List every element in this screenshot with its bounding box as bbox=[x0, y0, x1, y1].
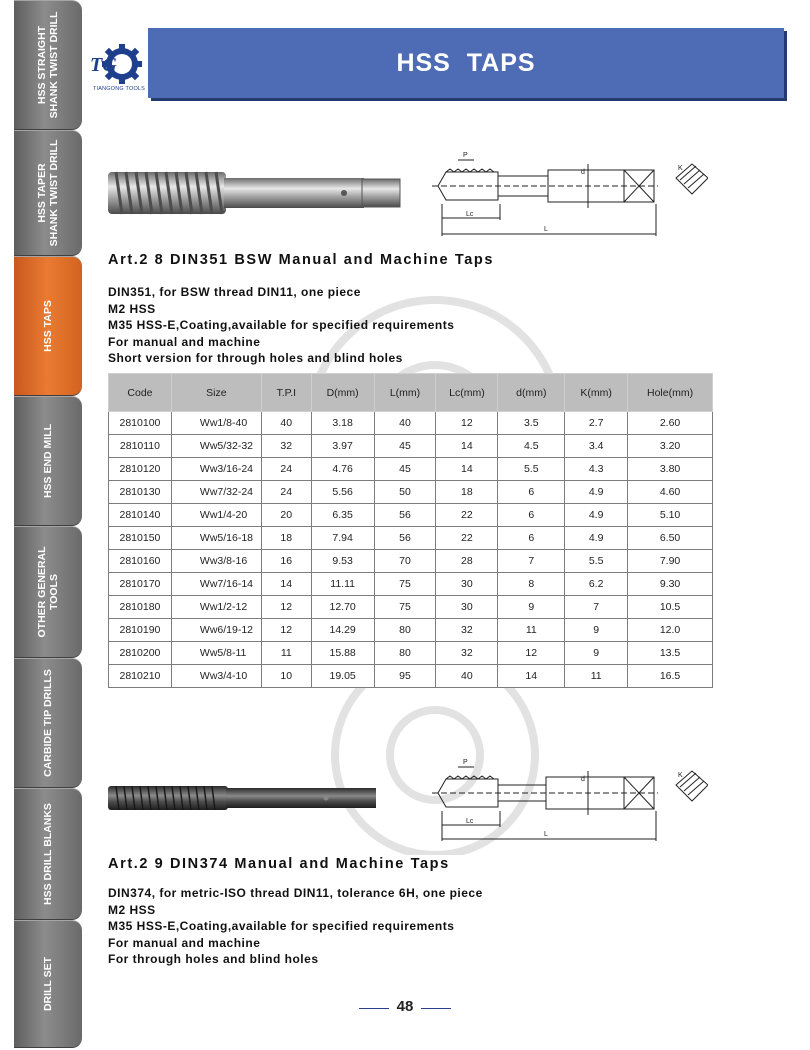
table-cell: 8 bbox=[498, 573, 565, 596]
table-cell: 3.5 bbox=[498, 412, 565, 435]
table-cell: 32 bbox=[436, 642, 498, 665]
tab-hss-straight-shank-twist-drill[interactable]: HSS STRAIGHT SHANK TWIST DRILL bbox=[14, 0, 82, 130]
table-cell: Ww3/4-10 bbox=[171, 665, 261, 688]
table-row bbox=[109, 573, 713, 596]
table-cell: 22 bbox=[436, 527, 498, 550]
table-row bbox=[109, 642, 713, 665]
table-cell: 16.5 bbox=[628, 665, 713, 688]
table-cell: 2810150 bbox=[109, 527, 172, 550]
bsw-tap-image bbox=[106, 166, 402, 220]
table-row bbox=[109, 527, 713, 550]
page-number: 48 bbox=[396, 998, 414, 1015]
table-cell: 2.60 bbox=[628, 412, 713, 435]
table-cell: Ww7/32-24 bbox=[171, 481, 261, 504]
table-cell: 3.97 bbox=[311, 435, 374, 458]
table-cell: 45 bbox=[374, 458, 436, 481]
table-cell: 32 bbox=[436, 619, 498, 642]
column-header-k: K(mm) bbox=[565, 374, 628, 412]
table-header-row bbox=[109, 374, 713, 412]
table-cell: 10.5 bbox=[628, 596, 713, 619]
table-row bbox=[109, 412, 713, 435]
din374-tap-image bbox=[106, 784, 378, 812]
column-header-d-major: D(mm) bbox=[311, 374, 374, 412]
table-cell: 80 bbox=[374, 619, 436, 642]
table-cell: 3.20 bbox=[628, 435, 713, 458]
section-title-art29: Art.2 9 DIN374 Manual and Machine Taps bbox=[108, 856, 450, 872]
table-cell: Ww5/32-32 bbox=[171, 435, 261, 458]
side-navigation bbox=[14, 0, 82, 1050]
drawing-label-k: K bbox=[678, 165, 683, 172]
table-row bbox=[109, 665, 713, 688]
logo-text: TG bbox=[90, 54, 117, 76]
table-cell: 6.35 bbox=[311, 504, 374, 527]
drawing2-label-k: K bbox=[678, 772, 683, 779]
table-cell: 2810140 bbox=[109, 504, 172, 527]
table-cell: 4.9 bbox=[565, 504, 628, 527]
table-cell: 9 bbox=[565, 619, 628, 642]
table-cell: 3.18 bbox=[311, 412, 374, 435]
table-cell: 2810100 bbox=[109, 412, 172, 435]
table-cell: 7 bbox=[565, 596, 628, 619]
table-cell: 11 bbox=[565, 665, 628, 688]
table-cell: 6.50 bbox=[628, 527, 713, 550]
table-cell: 32 bbox=[261, 435, 311, 458]
table-cell: 75 bbox=[374, 596, 436, 619]
table-cell: Ww7/16-14 bbox=[171, 573, 261, 596]
table-cell: 18 bbox=[436, 481, 498, 504]
table-cell: Ww5/8-11 bbox=[171, 642, 261, 665]
table-cell: 5.10 bbox=[628, 504, 713, 527]
title-banner bbox=[148, 28, 784, 98]
table-cell: 6.2 bbox=[565, 573, 628, 596]
table-cell: 11.11 bbox=[311, 573, 374, 596]
table-cell: 30 bbox=[436, 596, 498, 619]
table-cell: 2810160 bbox=[109, 550, 172, 573]
table-cell: 9 bbox=[498, 596, 565, 619]
table-cell: 4.9 bbox=[565, 527, 628, 550]
table-cell: 19.05 bbox=[311, 665, 374, 688]
table-cell: 2810120 bbox=[109, 458, 172, 481]
table-cell: 20 bbox=[261, 504, 311, 527]
table-cell: 14 bbox=[436, 435, 498, 458]
table-cell: 16 bbox=[261, 550, 311, 573]
table-cell: 6 bbox=[498, 527, 565, 550]
table-cell: 9 bbox=[565, 642, 628, 665]
table-cell: Ww6/19-12 bbox=[171, 619, 261, 642]
table-cell: Ww3/8-16 bbox=[171, 550, 261, 573]
section1-description: DIN351, for BSW thread DIN11, one piece M2 HSS M35 HSS-E,Coating,available for specified requirements For manual and machine Short version for through holes and blind holes bbox=[108, 285, 455, 365]
table-cell: 5.5 bbox=[498, 458, 565, 481]
drawing-label-lc: Lc bbox=[466, 211, 474, 218]
table-cell: 5.5 bbox=[565, 550, 628, 573]
table-cell: 12.0 bbox=[628, 619, 713, 642]
column-header-hole: Hole(mm) bbox=[628, 374, 713, 412]
column-header-code: Code bbox=[109, 374, 172, 412]
table-cell: 30 bbox=[436, 573, 498, 596]
tab-other-general-tools[interactable]: OTHER GENERAL TOOLS bbox=[14, 526, 82, 658]
table-cell: 2810110 bbox=[109, 435, 172, 458]
table-row bbox=[109, 458, 713, 481]
table-cell: Ww1/8-40 bbox=[171, 412, 261, 435]
column-header-lc: Lc(mm) bbox=[436, 374, 498, 412]
table-cell: 50 bbox=[374, 481, 436, 504]
table-cell: 3.80 bbox=[628, 458, 713, 481]
page-title: HSS TAPS bbox=[396, 48, 536, 77]
table-cell: 70 bbox=[374, 550, 436, 573]
column-header-size: Size bbox=[171, 374, 261, 412]
column-header-tpi: T.P.I bbox=[261, 374, 311, 412]
drawing2-label-lc: Lc bbox=[466, 818, 474, 825]
table-cell: Ww3/16-24 bbox=[171, 458, 261, 481]
drawing2-label-p: P bbox=[463, 759, 468, 766]
section-title-art28: Art.2 8 DIN351 BSW Manual and Machine Taps bbox=[108, 252, 495, 268]
table-cell: 2810130 bbox=[109, 481, 172, 504]
table-cell: 9.30 bbox=[628, 573, 713, 596]
table-cell: 2810170 bbox=[109, 573, 172, 596]
table-row bbox=[109, 435, 713, 458]
table-cell: Ww1/4-20 bbox=[171, 504, 261, 527]
table-cell: 4.76 bbox=[311, 458, 374, 481]
table-cell: 2810210 bbox=[109, 665, 172, 688]
table-row bbox=[109, 550, 713, 573]
table-cell: 10 bbox=[261, 665, 311, 688]
section2-description: DIN374, for metric-ISO thread DIN11, tolerance 6H, one piece M2 HSS M35 HSS-E,Coating,available for specified requirements For manual and machine For through holes and blind holes bbox=[108, 886, 483, 966]
drawing2-label-d: d bbox=[581, 776, 585, 783]
drawing2-label-l: L bbox=[544, 831, 548, 838]
table-cell: 6 bbox=[498, 481, 565, 504]
page-number-rule-right bbox=[421, 1008, 451, 1009]
table-cell: 12 bbox=[261, 596, 311, 619]
table-cell: Ww1/2-12 bbox=[171, 596, 261, 619]
table-cell: 5.56 bbox=[311, 481, 374, 504]
table-cell: 95 bbox=[374, 665, 436, 688]
table-cell: 12 bbox=[498, 642, 565, 665]
table-cell: 18 bbox=[261, 527, 311, 550]
tab-hss-taper-shank-twist-drill[interactable]: HSS TAPER SHANK TWIST DRILL bbox=[14, 130, 82, 256]
tab-drill-set[interactable]: DRILL SET bbox=[14, 920, 82, 1048]
table-cell: 56 bbox=[374, 527, 436, 550]
table-cell: 45 bbox=[374, 435, 436, 458]
table-cell: 15.88 bbox=[311, 642, 374, 665]
tab-hss-end-mill[interactable]: HSS END MILL bbox=[14, 396, 82, 526]
table-cell: 3.4 bbox=[565, 435, 628, 458]
table-cell: 12 bbox=[261, 619, 311, 642]
table-cell: 40 bbox=[261, 412, 311, 435]
table-row bbox=[109, 481, 713, 504]
table-row bbox=[109, 504, 713, 527]
table-cell: 2810180 bbox=[109, 596, 172, 619]
table-cell: 24 bbox=[261, 481, 311, 504]
table-cell: Ww5/16-18 bbox=[171, 527, 261, 550]
column-header-l: L(mm) bbox=[374, 374, 436, 412]
column-header-d-shank: d(mm) bbox=[498, 374, 565, 412]
table-row bbox=[109, 619, 713, 642]
drawing-label-l: L bbox=[544, 226, 548, 233]
table-cell: 14 bbox=[261, 573, 311, 596]
table-cell: 24 bbox=[261, 458, 311, 481]
table-cell: 22 bbox=[436, 504, 498, 527]
drawing-label-d: d bbox=[581, 169, 585, 176]
table-cell: 2810200 bbox=[109, 642, 172, 665]
table-cell: 40 bbox=[374, 412, 436, 435]
table-cell: 56 bbox=[374, 504, 436, 527]
table-cell: 11 bbox=[261, 642, 311, 665]
table-cell: 14 bbox=[498, 665, 565, 688]
table-cell: 80 bbox=[374, 642, 436, 665]
spec-table bbox=[108, 373, 713, 688]
din374-tap-technical-drawing bbox=[428, 755, 708, 845]
table-cell: 14.29 bbox=[311, 619, 374, 642]
table-cell: 12.70 bbox=[311, 596, 374, 619]
table-cell: 6 bbox=[498, 504, 565, 527]
table-cell: 4.60 bbox=[628, 481, 713, 504]
table-cell: 11 bbox=[498, 619, 565, 642]
table-cell: 12 bbox=[436, 412, 498, 435]
table-cell: 7.94 bbox=[311, 527, 374, 550]
page-number-area bbox=[355, 998, 455, 1018]
drawing-label-p: P bbox=[463, 152, 468, 159]
table-cell: 75 bbox=[374, 573, 436, 596]
tab-hss-taps[interactable]: HSS TAPS bbox=[14, 256, 82, 396]
table-cell: 7.90 bbox=[628, 550, 713, 573]
tab-hss-drill-blanks[interactable]: HSS DRILL BLANKS bbox=[14, 788, 82, 920]
table-cell: 2.7 bbox=[565, 412, 628, 435]
table-cell: 4.9 bbox=[565, 481, 628, 504]
table-cell: 13.5 bbox=[628, 642, 713, 665]
bsw-tap-technical-drawing bbox=[428, 148, 708, 238]
table-cell: 9.53 bbox=[311, 550, 374, 573]
table-cell: 14 bbox=[436, 458, 498, 481]
table-cell: 2810190 bbox=[109, 619, 172, 642]
logo-caption: TIANGONG TOOLS bbox=[92, 86, 146, 92]
table-cell: 40 bbox=[436, 665, 498, 688]
table-cell: 7 bbox=[498, 550, 565, 573]
table-cell: 4.3 bbox=[565, 458, 628, 481]
table-row bbox=[109, 596, 713, 619]
table-cell: 4.5 bbox=[498, 435, 565, 458]
tab-carbide-tip-drills[interactable]: CARBIDE TIP DRILLS bbox=[14, 658, 82, 788]
table-cell: 28 bbox=[436, 550, 498, 573]
